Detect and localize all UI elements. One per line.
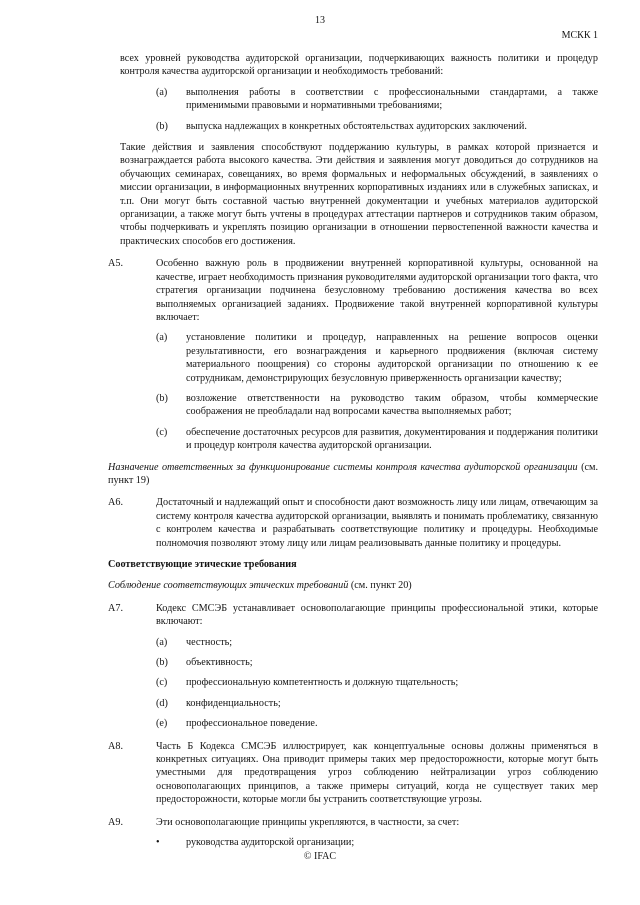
list-label: (b) <box>156 392 168 404</box>
page-number: 13 <box>315 15 325 26</box>
list-item <box>120 697 598 710</box>
paragraph-a7 <box>108 602 598 629</box>
list-text: выпуска надлежащих в конкретных обстоятельствах аудиторских заключений. <box>186 120 527 132</box>
paragraph-number: A6. <box>108 497 123 509</box>
paragraph-text: Эти основополагающие принципы укрепляются, в частности, за счет: <box>156 816 460 828</box>
list-text: конфиденциальность; <box>186 697 281 709</box>
list-text: честность; <box>186 636 233 648</box>
subheading-responsibility <box>108 461 598 488</box>
paragraph-number: A9. <box>108 816 123 828</box>
subheading-ref: (см. пункт 20) <box>348 580 412 592</box>
paragraph-number: A7. <box>108 602 123 614</box>
bullet-item <box>120 836 598 849</box>
paragraph-a8 <box>108 740 598 807</box>
intro-paragraph: всех уровней руководства аудиторской организации, подчеркивающих важность политики и процедур контроля качества аудиторской организации и необходимость требований: <box>120 53 598 78</box>
list-label: (b) <box>156 657 168 669</box>
copyright-footer: © IFAC <box>303 851 337 862</box>
intro-after-paragraph: Такие действия и заявления способствуют поддержанию культуры, в рамках которой признается и вознаграждается работа высокого качества. Эти действия и заявления могут доводиться до сотрудников на обучающих семинарах, совещаниях, во время формальных и неформальных обсуждений, в заявлениях о миссии организации, в информационных внутренних корпоративных изданиях или в служебных записках, и т.п. Они могут быть составной частью внутренней документации и учебных материалов аудиторской организации, а также могут быть учтены в процедурах аттестации партнеров и сотрудников таким образом, чтобы подчеркивать и укреплять позицию организации в отношении первостепенной важности качества и практических способов его достижения. <box>120 142 598 247</box>
list-label: (b) <box>156 120 168 132</box>
list-text: профессиональное поведение. <box>186 718 318 730</box>
list-text: обеспечение достаточных ресурсов для развития, документирования и поддержания политики и процедур контроля качества аудиторской организации. <box>186 426 598 452</box>
section-title: Соответствующие этические требования <box>108 559 297 570</box>
paragraph-a6 <box>108 496 598 550</box>
list-text: возложение ответственности на руководство таким образом, чтобы коммерческие соображения не преобладали над вопросами качества выполняемых работ; <box>186 392 598 418</box>
list-label: (c) <box>156 677 168 689</box>
paragraph-number: A8. <box>108 740 123 752</box>
list-label: (a) <box>156 86 168 98</box>
list-text: профессиональную компетентность и должную тщательность; <box>186 677 459 689</box>
list-item <box>120 120 598 133</box>
list-item <box>120 331 598 385</box>
list-label: (c) <box>156 426 168 438</box>
subheading-italic: Назначение ответственных за функционирование системы контроля качества аудиторской организации <box>108 461 578 473</box>
list-text: выполнения работы в соответствии с профессиональными стандартами, а также применимыми правовыми и нормативными требованиями; <box>186 86 598 112</box>
list-item <box>120 717 598 730</box>
paragraph-text: Особенно важную роль в продвижении внутренней корпоративной культуры, основанной на качестве, играет необходимость признания руководителями аудиторской организации того факта, что стратегия организации подчинена безусловному требованию достижения качества во всех выполняемых организацией заданиях. Продвижение такой внутренней корпоративной культуры включает: <box>156 258 598 323</box>
paragraph-text: Кодекс СМСЭБ устанавливает основополагающие принципы профессиональной этики, которые включают: <box>156 602 598 628</box>
paragraph-a5 <box>108 257 598 324</box>
paragraph-a9 <box>108 816 598 829</box>
paragraph-text: Достаточный и надлежащий опыт и способности дают возможность лицу или лицам, отвечающим за систему контроля качества аудиторской организации, выявлять и понимать проблематику, связанную с контролем качества и разрабатывать соответствующие политику и процедуры. Необходимые полномочия позволяют этому лицу или лицам реализовывать данные политику и процедуры. <box>156 497 598 549</box>
subheading-italic: Соблюдение соответствующих этических требований <box>108 580 349 592</box>
list-item <box>120 86 598 113</box>
document-code: МСКК 1 <box>561 30 598 41</box>
page-content <box>108 52 598 850</box>
bullet-icon: • <box>156 837 160 849</box>
list-label: (a) <box>156 332 168 344</box>
list-label: (a) <box>156 636 168 648</box>
list-item <box>120 426 598 453</box>
list-text: установление политики и процедур, направленных на решение вопросов оценки результативности, его вознаграждения и карьерного продвижения (включая систему материального поощрения) со стороны аудиторской организации по отношению к ее сотрудникам, демонстрирующих безусловную приверженность организации качеству; <box>186 332 598 384</box>
list-text: руководства аудиторской организации; <box>186 837 355 849</box>
list-label: (e) <box>156 718 168 730</box>
subheading-ref: (см. пункт 19) <box>108 461 598 486</box>
paragraph-number: A5. <box>108 258 123 270</box>
list-item <box>120 392 598 419</box>
list-item <box>120 636 598 649</box>
paragraph-text: Часть Б Кодекса СМСЭБ иллюстрирует, как концептуальные основы должны применяться в конкретных ситуациях. Она приводит примеры таких мер предосторожности, которые могут быть уместными для предотвращения угроз соблюдению нейтрализации угроз соблюдению основополагающих принципов, а также примеры ситуаций, когда не существует таких мер предосторожности, которые могли бы устранить соответствующие угрозы. <box>156 740 598 806</box>
list-item <box>120 656 598 669</box>
list-item <box>120 676 598 689</box>
list-label: (d) <box>156 697 168 709</box>
subheading-ethics <box>108 579 598 592</box>
list-text: объективность; <box>186 657 253 669</box>
